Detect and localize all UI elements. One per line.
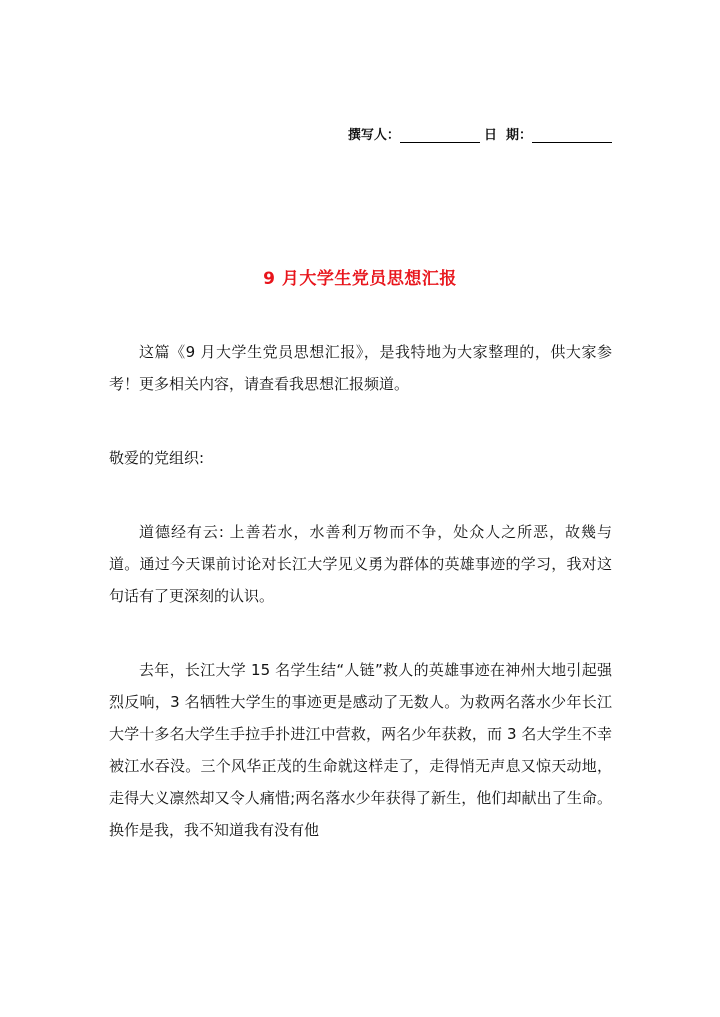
date-blank (532, 128, 612, 143)
body-paragraph: 去年，长江大学 15 名学生结“人链”救人的英雄事迹在神州大地引起强烈反响，3 名牺牲大学生的事迹更是感动了无数人。为救两名落水少年长江大学十多名大学生手拉手扑进江中营救，两名少年获救，而 3 名大学生不幸被江水吞没。三个风华正茂的生命就这样走了，走得悄无声息又惊天动地，走得大义凛然却又令人痛惜;两名落水少年获得了新生，他们却献出了生命。换作是我，我不知道我有没有他 (109, 661, 612, 839)
author-label: 撰写人： (347, 128, 400, 143)
document-title: 9 月大学生党员思想汇报 (263, 269, 457, 289)
body-paragraph: 道德经有云: 上善若水，水善利万物而不争，处众人之所恶，故幾与道。通过今天课前讨论对长江大学见义勇为群体的英雄事迹的学习，我对这句话有了更深刻的认识。 (109, 523, 612, 605)
intro-paragraph: 这篇《9 月大学生党员思想汇报》，是我特地为大家整理的，供大家参考！更多相关内容，请查看我思想汇报频道。 (109, 343, 612, 393)
date-label: 日 期： (483, 128, 532, 143)
document-body (109, 336, 612, 888)
salutation: 敬爱的党组织: (109, 449, 205, 467)
author-blank (400, 128, 480, 143)
author-date-line (348, 124, 612, 143)
